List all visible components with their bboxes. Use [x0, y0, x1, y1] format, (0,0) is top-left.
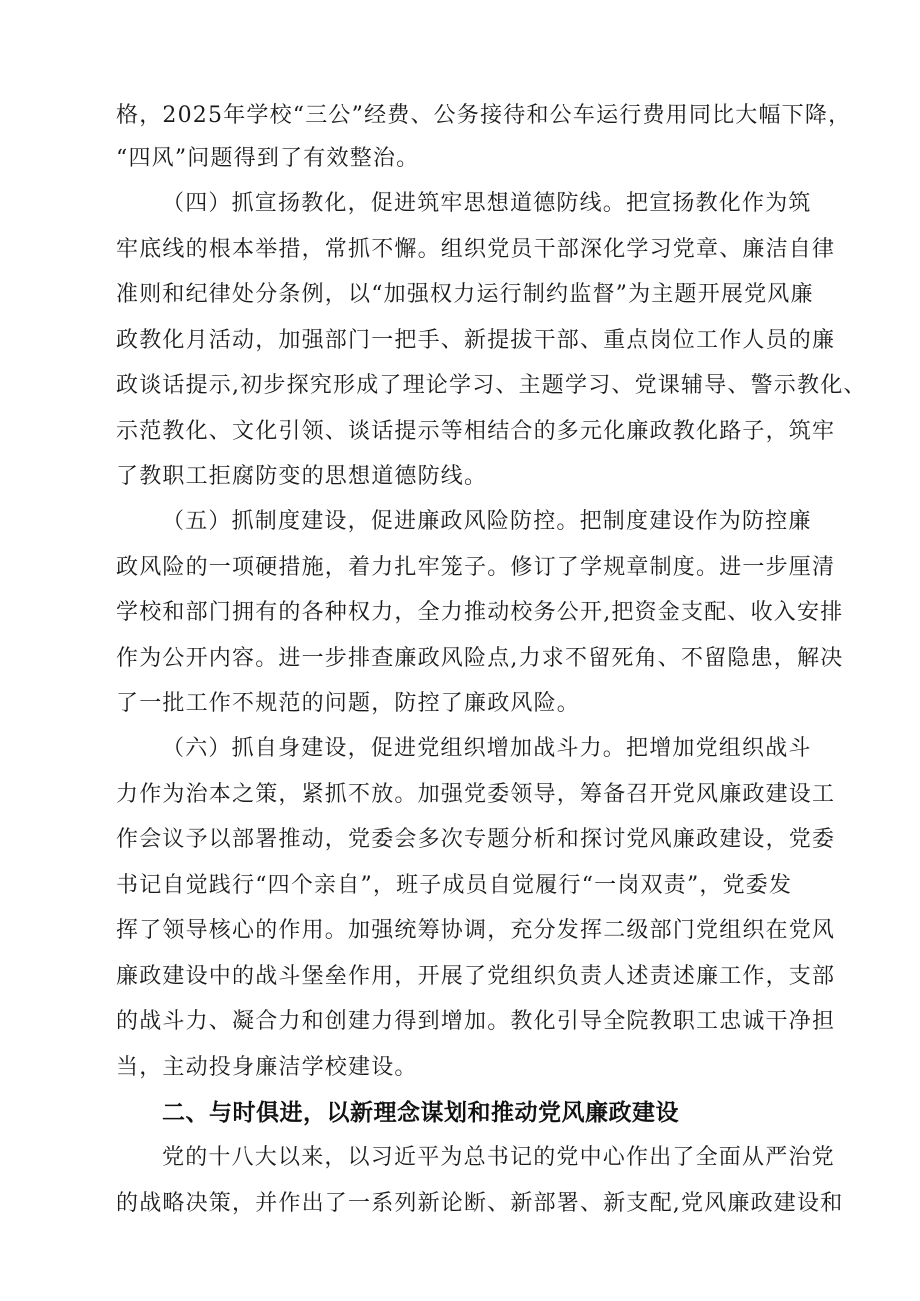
paragraph-line: 政风险的一项硬措施，着力扎牢笼子。修订了学规章制度。进一步厘清 [116, 555, 836, 580]
paragraph-line: 当，主动投身廉洁学校建设。 [116, 1055, 418, 1080]
paragraph-line: （六）抓自身建设，促进党组织增加战斗力。把增加党组织战斗 [162, 736, 812, 761]
paragraph-line: 廉政建设中的战斗堡垒作用，开展了党组织负责人述责述廉工作，支部 [116, 964, 836, 989]
paragraph-line: （五）抓制度建设，促进廉政风险防控。把制度建设作为防控廉 [162, 509, 812, 534]
paragraph-line: 书记自觉践行“四个亲自”，班子成员自觉履行“一岗双责”，党委发 [116, 873, 793, 898]
paragraph-line: “四风”问题得到了有效整治。 [116, 146, 420, 171]
paragraph-line: 挥了领导核心的作用。加强统筹协调，充分发挥二级部门党组织在党风 [116, 918, 836, 943]
paragraph-line: 的战略决策，并作出了一系列新论断、新部署、新支配,党风廉政建设和 [116, 1191, 844, 1216]
section-heading: 二、与时俱进，以新理念谋划和推动党风廉政建设 [162, 1100, 679, 1126]
paragraph-line: 的战斗力、凝合力和创建力得到增加。教化引导全院教职工忠诚干净担 [116, 1009, 836, 1034]
paragraph-line: 作会议予以部署推动，党委会多次专题分析和探讨党风廉政建设，党委 [116, 827, 836, 852]
paragraph-line: 准则和纪律处分条例，以“加强权力运行制约监督”为主题开展党风廉 [116, 282, 814, 307]
paragraph-line: （四）抓宣扬教化，促进筑牢思想道德防线。把宣扬教化作为筑 [162, 191, 812, 216]
paragraph-line: 示范教化、文化引领、谈话提示等相结合的多元化廉政教化路子，筑牢 [116, 419, 836, 444]
paragraph-line: 了教职工拒腐防变的思想道德防线。 [116, 464, 488, 489]
paragraph-line: 牢底线的根本举措，常抓不懈。组织党员干部深化学习党章、廉洁自律 [116, 237, 836, 262]
paragraph-line: 政谈话提示,初步探究形成了理论学习、主题学习、党课辅导、警示教化、 [116, 373, 867, 398]
paragraph-line: 作为公开内容。进一步排查廉政风险点,力求不留死角、不留隐患，解决 [116, 646, 844, 671]
paragraph-line: 力作为治本之策，紧抓不放。加强党委领导，筹备召开党风廉政建设工 [116, 782, 836, 807]
paragraph-line: 了一批工作不规范的问题，防控了廉政风险。 [116, 691, 581, 716]
paragraph-line: 政教化月活动，加强部门一把手、新提拔干部、重点岗位工作人员的廉 [116, 328, 836, 353]
paragraph-line: 格，2025年学校“三公”经费、公务接待和公车运行费用同比大幅下降， [116, 103, 852, 128]
paragraph-line: 学校和部门拥有的各种权力，全力推动校务公开,把资金支配、收入安排 [116, 600, 844, 625]
paragraph-line: 党的十八大以来，以习近平为总书记的党中心作出了全面从严治党 [162, 1145, 835, 1170]
